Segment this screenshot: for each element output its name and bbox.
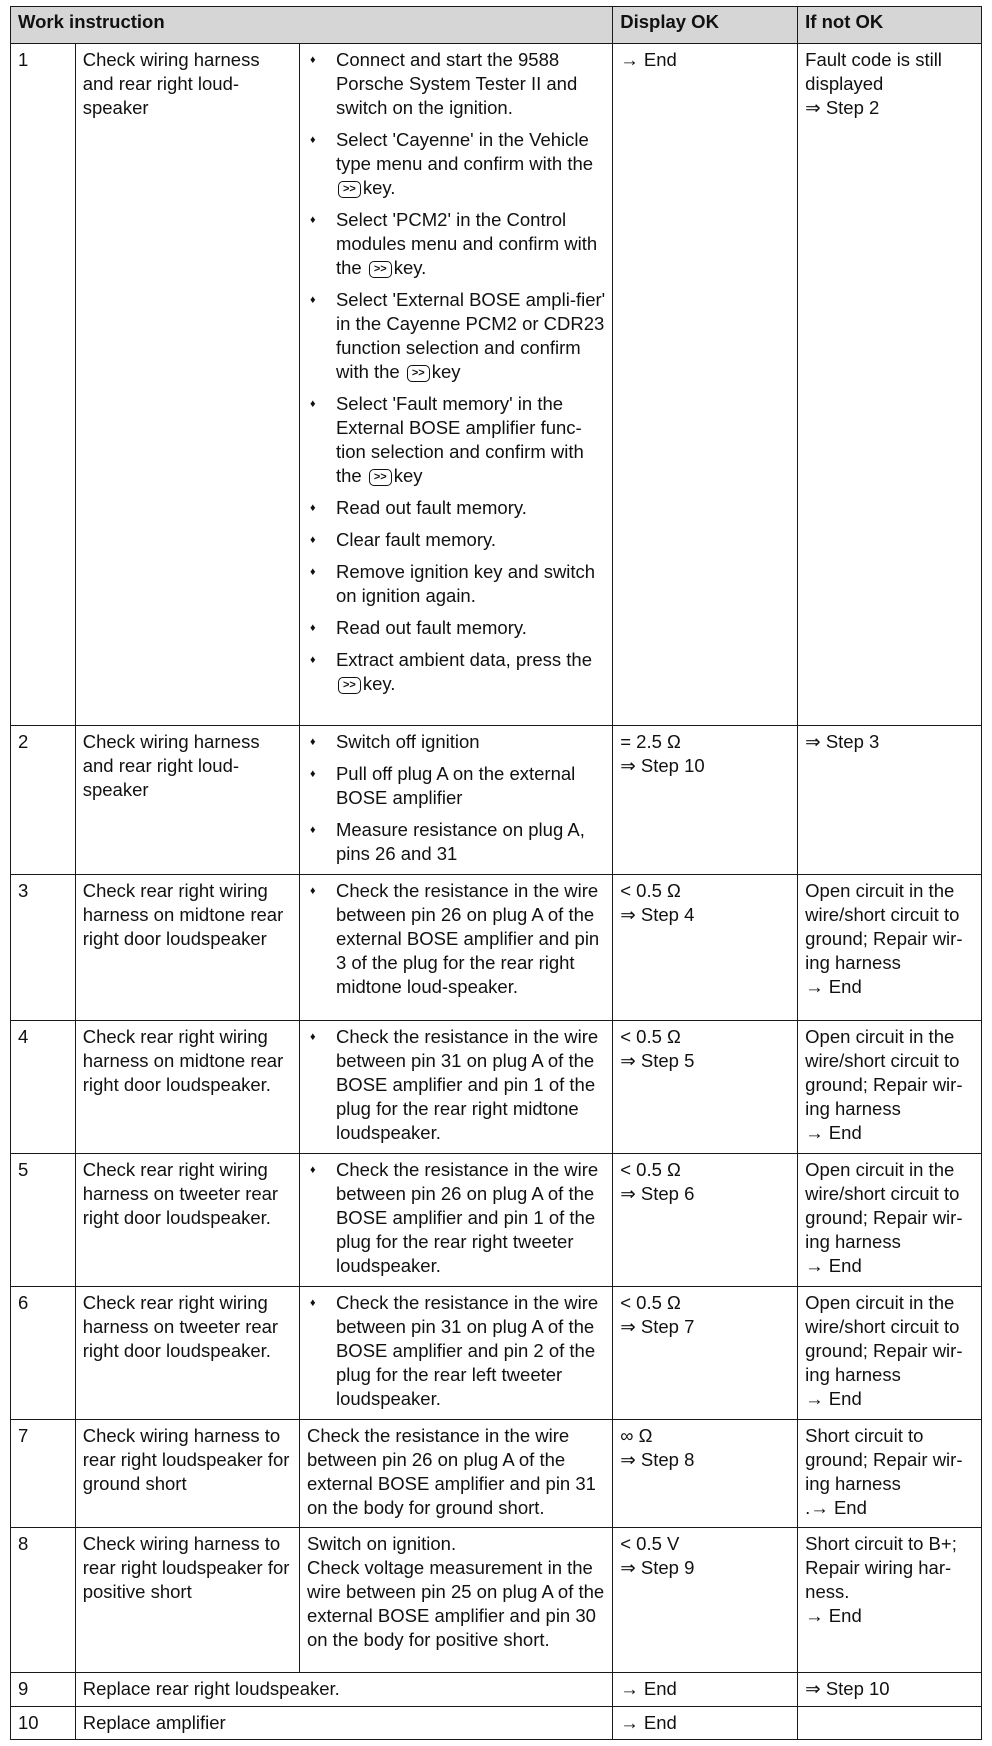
forward-key-icon: >>: [338, 181, 361, 198]
procedure-step: [307, 392, 605, 488]
check-title: Check rear right wiring harness on tweeter rear right door loudspeaker.: [75, 1153, 299, 1286]
table-row: [11, 1153, 982, 1286]
step-number: 7: [11, 1419, 76, 1527]
step-text: Check the resistance in the wire between pin 26 on plug A of the BOSE amplifier and pin 1 of the plug for the rear right tweeter loudspeaker.: [335, 1158, 599, 1276]
step-text: Check the resistance in the wire between pin 31 on plug A of the BOSE amplifier and pin 1 of the plug for the rear right midtone loudspeaker.: [335, 1025, 599, 1143]
step-text: Select 'External BOSE ampli-fier' in the Cayenne PCM2 or CDR23 function selection and confirm with the: [335, 289, 606, 382]
procedure-step: [307, 128, 605, 200]
table-row: [11, 1673, 982, 1706]
step-number: 5: [11, 1153, 76, 1286]
step-number: 6: [11, 1286, 76, 1419]
table-row: [11, 1286, 982, 1419]
if-not-ok-cell: [798, 1706, 982, 1739]
step-number: 9: [11, 1673, 76, 1706]
procedure-step: [307, 730, 605, 754]
procedure-step: [307, 879, 605, 999]
display-ok-cell: → End: [613, 1673, 798, 1706]
procedure-steps: [307, 48, 605, 696]
forward-key-icon: >>: [369, 261, 392, 278]
step-text: Select 'Fault memory' in the External BOSE amplifier func-tion selection and confirm with the: [335, 393, 584, 486]
procedure-step: [307, 818, 605, 866]
step-text: Select 'Cayenne' in the Vehicle type menu and confirm with the: [335, 129, 594, 174]
display-ok-cell: < 0.5 Ω ⇒ Step 6: [613, 1153, 798, 1286]
procedure-steps: [307, 1025, 605, 1145]
procedure-text: Switch on ignition. Check voltage measurement in the wire between pin 25 on plug A of the external BOSE amplifier and pin 30 on the body for positive short.: [299, 1527, 612, 1672]
check-title: Check wiring harness and rear right loud-speaker: [75, 725, 299, 875]
step-text-after: key.: [393, 257, 427, 278]
step-text-after: key: [393, 465, 423, 486]
step-text: Pull off plug A on the external BOSE amplifier: [335, 762, 576, 808]
step-text: Connect and start the 9588 Porsche System Tester II and switch on the ignition.: [335, 49, 578, 118]
display-ok-cell: = 2.5 Ω ⇒ Step 10: [613, 725, 798, 875]
if-not-ok-cell: Fault code is still displayed ⇒ Step 2: [798, 44, 982, 726]
check-title: Check wiring harness to rear right loudspeaker for ground short: [75, 1419, 299, 1527]
display-ok-cell: → End: [613, 44, 798, 726]
if-not-ok-cell: Short circuit to B+; Repair wiring har-ness. → End: [798, 1527, 982, 1672]
work-instruction-text: Replace rear right loudspeaker.: [75, 1673, 613, 1706]
if-not-ok-cell: ⇒ Step 10: [798, 1673, 982, 1706]
display-ok-cell: < 0.5 Ω ⇒ Step 4: [613, 875, 798, 1020]
procedure-steps: [307, 879, 605, 999]
work-instruction-text: Replace amplifier: [75, 1706, 613, 1739]
step-text: Extract ambient data, press the: [335, 649, 593, 670]
procedure-cell: [299, 1286, 612, 1419]
step-text: Measure resistance on plug A, pins 26 and 31: [335, 818, 585, 864]
procedure-cell: [299, 1020, 612, 1153]
procedure-step: [307, 1291, 605, 1411]
procedure-step: [307, 48, 605, 120]
check-title: Check rear right wiring harness on midtone rear right door loudspeaker: [75, 875, 299, 1020]
if-not-ok-cell: Open circuit in the wire/short circuit to ground; Repair wir-ing harness → End: [798, 1153, 982, 1286]
step-number: 1: [11, 44, 76, 726]
table-row: [11, 725, 982, 875]
check-title: Check wiring harness to rear right loudspeaker for positive short: [75, 1527, 299, 1672]
display-ok-cell: < 0.5 V ⇒ Step 9: [613, 1527, 798, 1672]
work-instruction-table: [10, 6, 982, 1740]
display-ok-cell: < 0.5 Ω ⇒ Step 7: [613, 1286, 798, 1419]
procedure-steps: [307, 730, 605, 866]
table-row: [11, 44, 982, 726]
display-ok-cell: ∞ Ω ⇒ Step 8: [613, 1419, 798, 1527]
procedure-step: [307, 762, 605, 810]
check-title: Check rear right wiring harness on tweeter rear right door loudspeaker.: [75, 1286, 299, 1419]
header-row: [11, 7, 982, 44]
table-row: [11, 1527, 982, 1672]
procedure-cell: [299, 1153, 612, 1286]
step-number: 3: [11, 875, 76, 1020]
procedure-step: [307, 528, 605, 552]
display-ok-cell: → End: [613, 1706, 798, 1739]
if-not-ok-cell: Open circuit in the wire/short circuit to ground; Repair wir-ing harness → End: [798, 875, 982, 1020]
procedure-step: [307, 288, 605, 384]
procedure-step: [307, 496, 605, 520]
procedure-step: [307, 1158, 605, 1278]
forward-key-icon: >>: [338, 677, 361, 694]
if-not-ok-cell: Open circuit in the wire/short circuit to ground; Repair wir-ing harness → End: [798, 1020, 982, 1153]
procedure-steps: [307, 1291, 605, 1411]
step-text: Clear fault memory.: [335, 529, 497, 550]
table-row: [11, 875, 982, 1020]
step-number: 2: [11, 725, 76, 875]
table-row: [11, 1020, 982, 1153]
step-text-after: key.: [362, 177, 396, 198]
procedure-step: [307, 648, 605, 696]
step-number: 4: [11, 1020, 76, 1153]
step-text: Check the resistance in the wire between pin 26 on plug A of the external BOSE amplifier and pin 3 of the plug for the rear right midtone loud-speaker.: [335, 880, 600, 998]
display-ok-cell: < 0.5 Ω ⇒ Step 5: [613, 1020, 798, 1153]
procedure-cell: [299, 725, 612, 875]
step-text-after: key.: [362, 673, 396, 694]
step-text: Read out fault memory.: [335, 497, 527, 518]
step-text: Switch off ignition: [335, 730, 480, 752]
header-if-not-ok: If not OK: [798, 7, 982, 44]
step-text: Select 'PCM2' in the Control modules menu and confirm with the: [335, 209, 598, 278]
step-text: Read out fault memory.: [335, 617, 527, 638]
if-not-ok-cell: Short circuit to ground; Repair wir-ing harness .→ End: [798, 1419, 982, 1527]
step-number: 10: [11, 1706, 76, 1739]
if-not-ok-cell: Open circuit in the wire/short circuit to ground; Repair wir-ing harness → End: [798, 1286, 982, 1419]
procedure-text: Check the resistance in the wire between pin 26 on plug A of the external BOSE amplifier and pin 31 on the body for ground short.: [299, 1419, 612, 1527]
forward-key-icon: >>: [369, 469, 392, 486]
procedure-step: [307, 1025, 605, 1145]
header-display-ok: Display OK: [613, 7, 798, 44]
step-text: Check the resistance in the wire between pin 31 on plug A of the BOSE amplifier and pin 2 of the plug for the rear left tweeter loudspeaker.: [335, 1291, 599, 1409]
table-row: [11, 1419, 982, 1527]
forward-key-icon: >>: [407, 365, 430, 382]
table-row: [11, 1706, 982, 1739]
procedure-cell: [299, 875, 612, 1020]
procedure-step: [307, 560, 605, 608]
step-text: Remove ignition key and switch on ignition again.: [335, 561, 596, 606]
procedure-cell: [299, 44, 612, 726]
procedure-step: [307, 208, 605, 280]
procedure-step: [307, 616, 605, 640]
step-number: 8: [11, 1527, 76, 1672]
procedure-steps: [307, 1158, 605, 1278]
step-text-after: key: [431, 361, 461, 382]
check-title: Check wiring harness and rear right loud-speaker: [75, 44, 299, 726]
if-not-ok-cell: ⇒ Step 3: [798, 725, 982, 875]
header-work-instruction: Work instruction: [11, 7, 613, 44]
check-title: Check rear right wiring harness on midtone rear right door loudspeaker.: [75, 1020, 299, 1153]
